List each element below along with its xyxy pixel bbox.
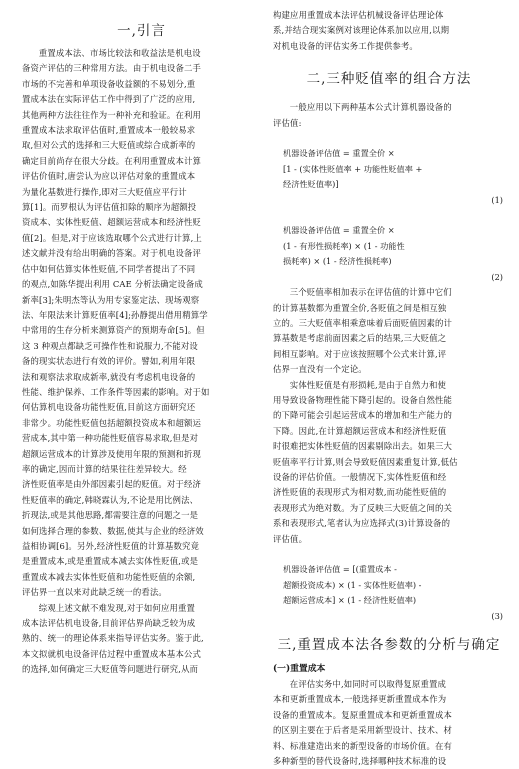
formula-1 (273, 131, 505, 208)
formula-3 (273, 547, 505, 624)
formula-2 (273, 208, 505, 285)
subsection-heading-replacement-cost: (一)重置成本 (273, 664, 326, 675)
replacement-cost-paragraph: 在评估实务中,如同时可以取得复原重置成 本和更新重置成本,一般选择更新重置成本作为 设备的重置成本。复原重置成本和更新重置成本 的区别主要在于后者是采用新型设计、技术、材 料、标准建造出来的新型设备的市场价值。在有 多种新型的替代设备时,选择哪种技术标准的设 (273, 679, 453, 767)
intro-paragraph-1: 重置成本法、市场比较法和收益法是机电设 备资产评估的三种常用方法。由于机电设备二手 市场的不完善和单项设备收益额的不易划分,重 置成本法在实际评估工作中得到了广泛的应用, 其他两种方法往往作为一种补充和验证。在利用 重置成本法求取评估值时,重置成本一般较易求 取,但对公式的选择和三大贬值或综合成新率的 确定目前尚存在很大分歧。在利用重置成本计算 评估价值时,唐尝认为应以评估对象的重置成本 为量化基数进行操作,即对三大贬值应平行计 算[1]。而罗根认为评估值扣除的顺序为超额投 资成本、实体性贬值、超额运营成本和经济性贬 值[2]。但是,对于应该选取哪个公式进行计算,上 述文献并没有给出明确的答案。对于机电设备评 估中如何估算实体性贬值,不同学者提出了不同 的观点,如陈华提出利用 CAE 分析法确定设备成 新率[3];朱明杰等认为用专家鉴定法、现场观察 法、年限法来计算贬值率[4];孙静提出借用精算学 中常用的生存分析来测算资产的预期寿命[5]。但 这 3 种观点都缺乏可操作性和说服力,不能对设 备的现实状态进行有效的评价。譬如,利用年限 法和观察法求取成新率,就没有考虑机电设备的 性能、维护保养、工作条件等因素的影响。对于如 何估算机电设备功能性贬值,目前这方面研究还 非常少。功能性贬值包括超额投资成本和超额运 营成本,其中第一种功能性贬值容易求取,但是对 超额运营成本的计算涉及使用年限的预测和折现 率的确定,因而计算的结果往往差异较大。经 济性贬值率是由外部因素引起的贬值。对于经济 性贬值率的确定,韩晓霖认为,不论是用比例法、 折现法,或是其他思路,都需要注意的问题之一是 如何选择合理的参数、数据,使其与企业的经济效 益相协调[6]。另外,经济性贬值的计算基数究竟 是重置成本,或是重置成本减去实体性贬值,或是 重置成本减去实体性贬值和功能性贬值的余额, 评估界一直以来对此缺乏统一的看法。 (22, 48, 210, 598)
equation-number-2: (2) (491, 271, 503, 282)
formula-2-text: 机器设备评估值 = 重置全价 × (1 - 有形性损耗率) × (1 - 功能性 损耗率) × (1 - 经济性损耗率) (283, 225, 405, 267)
right-column (273, 0, 505, 769)
section-heading-parameters: 三,重置成本法各参数的分析与确定 (277, 637, 501, 654)
formula-3-text: 机器设备评估值 = [(重置成本 - 超额投资成本) × (1 - 实体性贬值率) - 超额运营成本] × (1 - 经济性贬值率) (283, 564, 422, 606)
intro-paragraph-continued: 构建应用重置成本法评估机械设备评估理论体 系,并结合现实案例对该理论体系加以应用,以期 对机电设备的评估实务工作提供参考。 (273, 10, 450, 51)
intro-paragraph-2: 综观上述文献不难发现,对于如何应用重置 成本法评估机电设备,目前评估界尚缺乏较为成 熟的、统一的理论体系来指导评估实务。鉴于此, 本文拟就机电设备评估过程中重置成本基本公式 的选择,如何确定三大贬值等问题进行研究,从而 (22, 602, 204, 675)
section-heading-introduction: 一,引言 (117, 23, 166, 39)
equation-number-3: (3) (491, 610, 503, 621)
left-column (22, 0, 261, 678)
formula-intro-paragraph: 一般应用以下两种基本公式计算机器设备的 评估值: (273, 102, 452, 128)
depreciation-paragraph-2: 实体性贬值是有形损耗,是由于自然力和使 用导致设备物理性能下降引起的。设备自然性能 的下降可能会引起运营成本的增加和生产能力的 下降。因此,在计算超额运营成本和经济性贬值 时很难把实体性贬值的因素剔除出去。如果三大 贬值率平行计算,则会导致贬值因素重复计算,低估 设备的评估价值。一般情况下,实体性贬值和经 济性贬值的表现形式为相对数,而功能性贬值的 表现形式为绝对数。为了反映三大贬值之间的关 系和表现形式,笔者认为应选择式(3)计算设备的 评估值。 (273, 379, 458, 544)
section-heading-depreciation: 二,三种贬值率的组合方法 (306, 71, 472, 88)
depreciation-paragraph-1: 三个贬值率相加表示在评估值的计算中它们 的计算基数都为重置全价,各贬值之间是相互独 立的。三大贬值率相乘意味着后面贬值因素的计 算基数是考虑前面因素之后的结果,三大贬值之 间相互影响。对于应该按照哪个公式来计算,评 估界一直没有一个定论。 (273, 287, 453, 375)
equation-number-1: (1) (491, 194, 503, 205)
formula-1-text: 机器设备评估值 = 重置全价 × [1 - (实体性贬值率 + 功能性贬值率 + 经济性贬值率)] (283, 148, 423, 190)
